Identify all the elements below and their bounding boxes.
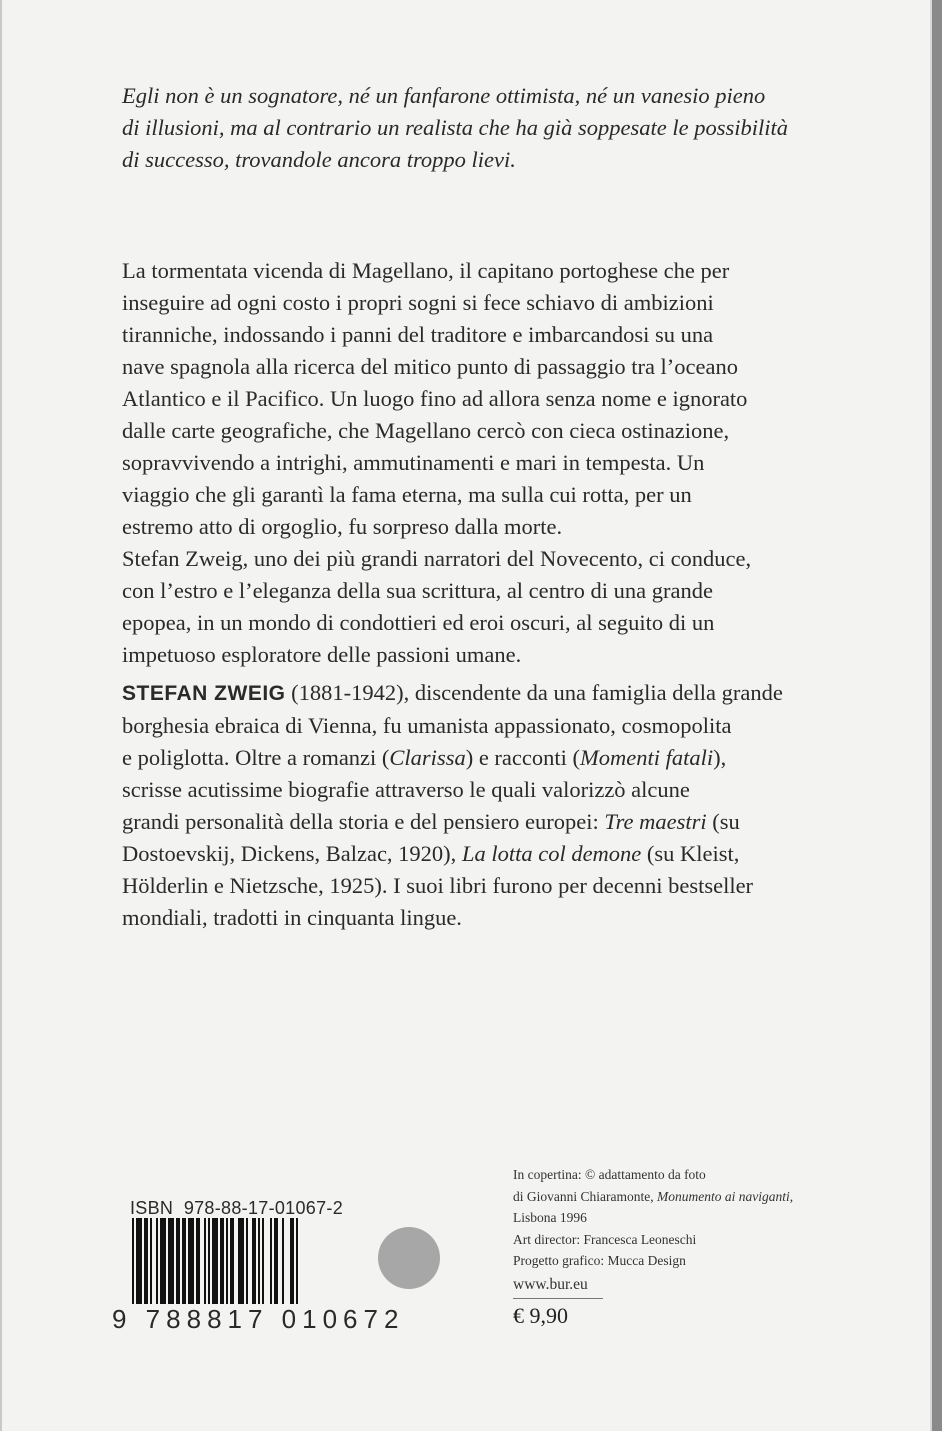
barcode-bar [230, 1218, 234, 1318]
credit-text: , [789, 1188, 794, 1204]
barcode-bar [262, 1218, 264, 1318]
barcode-bar [220, 1218, 224, 1318]
bio-line [122, 677, 902, 710]
quote-line: di illusioni, ma al contrario un realista che ha già soppesate le possibilità [122, 115, 789, 140]
description-line: con l’estro e l’eleganza della sua scrittura, al centro di una grande [122, 578, 713, 603]
barcode-bar [282, 1218, 284, 1318]
barcode-bar [168, 1218, 174, 1318]
barcode-bar [150, 1218, 152, 1318]
author-bio [122, 677, 902, 934]
bio-text: (su [706, 809, 740, 834]
author-name: STEFAN ZWEIG [122, 682, 286, 705]
quote-line: di successo, trovandole ancora troppo lievi. [122, 147, 516, 172]
credit-line: Progetto grafico: Mucca Design [513, 1253, 686, 1268]
description-line: La tormentata vicenda di Magellano, il capitano portoghese che per [122, 258, 730, 283]
barcode-bar [290, 1218, 294, 1318]
publisher-website[interactable]: www.bur.eu [513, 1276, 603, 1299]
barcode-bar [252, 1218, 256, 1318]
bio-line: mondiali, tradotti in cinquanta lingue. [122, 905, 462, 930]
credit-line [513, 1186, 793, 1208]
barcode-bar [160, 1218, 166, 1318]
credit-line: Lisbona 1996 [513, 1210, 587, 1225]
barcode-bar [156, 1218, 158, 1318]
barcode-bar [258, 1218, 260, 1318]
barcode-bar [270, 1218, 272, 1318]
book-title: Momenti fatali [580, 745, 714, 770]
barcode-digits: 9 788817 010672 [112, 1304, 405, 1334]
photo-title: Monumento ai naviganti [656, 1188, 790, 1204]
barcode-bar [296, 1218, 298, 1318]
credit-line: In copertina: © adattamento da foto [513, 1167, 706, 1182]
publisher-logo-circle [378, 1227, 440, 1289]
barcode-bar [212, 1218, 218, 1318]
barcode-bar [132, 1218, 134, 1318]
isbn-label: ISBN 978-88-17-01067-2 [130, 1198, 344, 1218]
description-line: viaggio che gli garantì la fama eterna, ma sulla cui rotta, per un [122, 482, 692, 507]
description-line: estremo atto di orgoglio, fu sorpreso dalla morte. [122, 514, 563, 539]
book-title: La lotta col demone [461, 841, 642, 866]
bio-line [122, 838, 902, 870]
barcode-bar [208, 1218, 210, 1318]
bio-text: (1881-1942), discendente da una famiglia della grande [285, 680, 783, 705]
barcode-bar [188, 1218, 194, 1318]
bio-line [122, 742, 902, 774]
page-edge-right [932, 0, 942, 1431]
description-line: nave spagnola alla ricerca del mitico punto di passaggio tra l’oceano [122, 354, 739, 379]
epigraph-quote [122, 80, 902, 176]
book-title: Clarissa [389, 745, 466, 770]
bio-text: ), [713, 745, 727, 770]
description-line: tiranniche, indossando i panni del traditore e imbarcandosi su una [122, 322, 714, 347]
bio-text: (su Kleist, [641, 841, 740, 866]
bio-line: scrisse acutissime biografie attraverso le quali valorizzò alcune [122, 777, 690, 802]
barcode [132, 1218, 332, 1318]
bio-text: Dostoevskij, Dickens, Balzac, 1920), [122, 841, 462, 866]
barcode-bar [196, 1218, 200, 1318]
book-title: Tre maestri [604, 809, 707, 834]
description-line: sopravvivendo a intrighi, ammutinamenti e mari in tempesta. Un [122, 450, 705, 475]
bio-line [122, 806, 902, 838]
cover-credits [513, 1164, 793, 1272]
barcode-bar [136, 1218, 142, 1318]
barcode-bar [204, 1218, 206, 1318]
barcode-bar [226, 1218, 228, 1318]
description-line: Stefan Zweig, uno dei più grandi narratori del Novecento, ci conduce, [122, 546, 752, 571]
bio-text: grandi personalità della storia e del pensiero europei: [122, 809, 605, 834]
bio-text: e poliglotta. Oltre a romanzi ( [122, 745, 390, 770]
description-line: dalle carte geografiche, che Magellano cercò con cieca ostinazione, [122, 418, 730, 443]
barcode-bar [274, 1218, 278, 1318]
description-line: Atlantico e il Pacifico. Un luogo fino ad allora senza nome e ignorato [122, 386, 748, 411]
barcode-bar [238, 1218, 244, 1318]
book-description [122, 255, 902, 671]
credit-line: Art director: Francesca Leoneschi [513, 1231, 697, 1247]
description-line: epopea, in un mondo di condottieri ed eroi oscuri, al seguito di un [122, 610, 715, 635]
quote-line: Egli non è un sognatore, né un fanfarone ottimista, né un vanesio pieno [122, 83, 766, 108]
bio-line: Hölderlin e Nietzsche, 1925). I suoi libri furono per decenni bestseller [122, 873, 754, 898]
bio-line: borghesia ebraica di Vienna, fu umanista appassionato, cosmopolita [122, 713, 732, 738]
barcode-bar [246, 1218, 248, 1318]
price: € 9,90 [513, 1303, 568, 1328]
barcode-bar [176, 1218, 180, 1318]
page-edge-left [0, 0, 2, 1431]
description-line: impetuoso esploratore delle passioni umane. [122, 642, 522, 667]
barcode-bar [144, 1218, 148, 1318]
barcode-bar [182, 1218, 186, 1318]
bio-text: ) e racconti ( [465, 745, 581, 770]
description-line: inseguire ad ogni costo i propri sogni si fece schiavo di ambizioni [122, 290, 714, 315]
credit-text: di Giovanni Chiaramonte, [513, 1188, 657, 1204]
